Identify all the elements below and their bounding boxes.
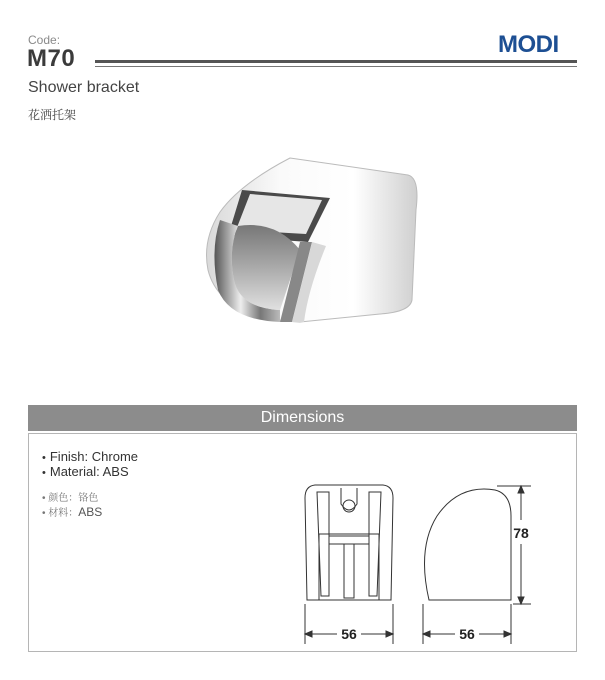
spec-finish: • Finish: Chrome [42, 449, 138, 464]
dimensions-panel [28, 433, 577, 652]
bullet-icon: • [42, 452, 46, 464]
side-height-dimension [497, 486, 531, 604]
header-rule-thin [95, 66, 577, 67]
side-view-drawing [425, 489, 512, 600]
bullet-icon: • [42, 467, 46, 479]
product-photo [180, 150, 430, 340]
front-width-label: 56 [341, 626, 357, 642]
dimensions-title: Dimensions [260, 409, 345, 426]
side-height-label: 78 [513, 525, 529, 541]
code-label: Code: [28, 33, 61, 47]
product-code: M70 [27, 45, 76, 72]
dimensions-header-bar [28, 405, 577, 431]
front-view-drawing [305, 485, 393, 600]
spec-color-cn: • 颜色：铬色 [42, 493, 99, 504]
spec-material: • Material: ABS [42, 464, 129, 479]
brand-logo: MODI [498, 31, 559, 58]
spec-material-cn: • 材料：ABS [42, 505, 103, 519]
dimension-drawings [299, 452, 569, 652]
product-name-cn: 花洒托架 [28, 108, 77, 122]
header-rule-thick [95, 60, 577, 63]
side-width-label: 56 [459, 626, 475, 642]
product-name-en: Shower bracket [28, 79, 140, 96]
